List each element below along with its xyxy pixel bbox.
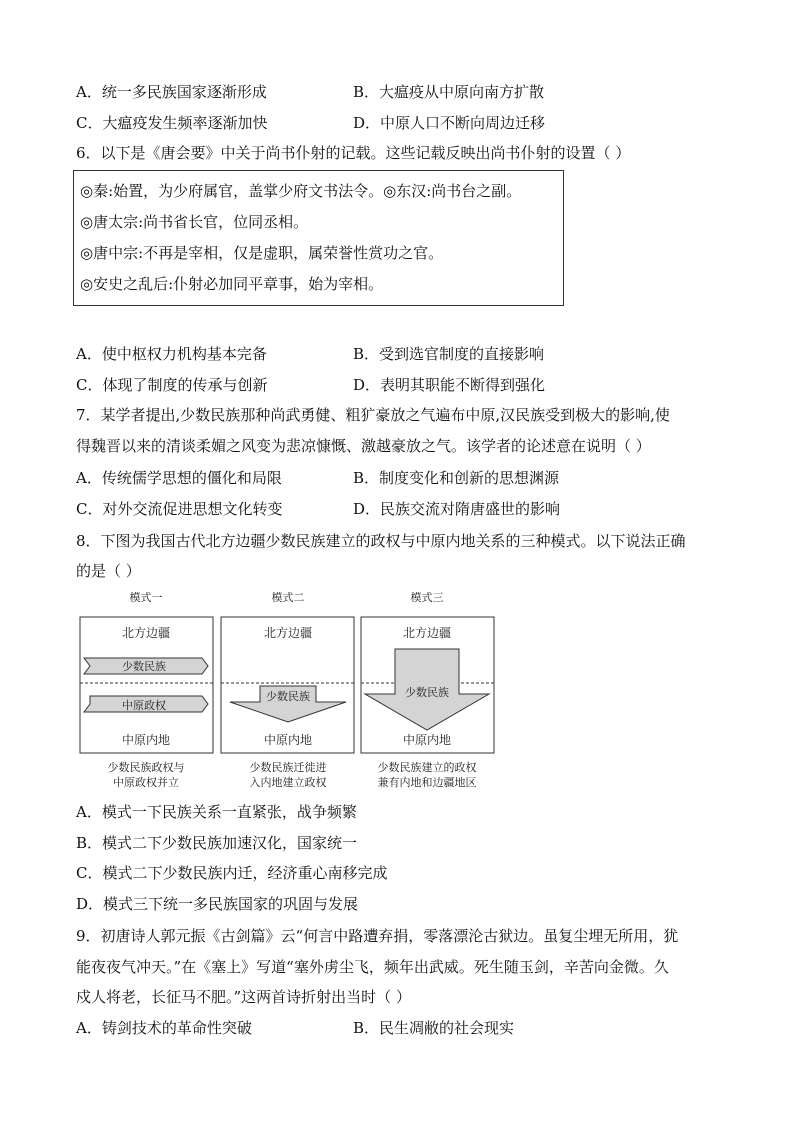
q6-record: ◎安史之乱后:仆射必加同平章事，始为宰相。 (80, 275, 384, 293)
q8-option-a: A．模式一下民族关系一直紧张，战争频繁 (76, 803, 357, 821)
q6-records-box (73, 170, 564, 306)
mode-one-caption-1: 少数民族政权与 (107, 761, 185, 774)
q6-record: ◎唐中宗:不再是宰相，仅是虚职，属荣誉性赏功之官。 (80, 244, 444, 262)
mode-three-south-label: 中原内地 (402, 733, 452, 747)
q6-record: ◎秦:始置，为少府属官，盖掌少府文书法令。◎东汉:尚书台之副。 (80, 182, 522, 200)
mode-one (80, 590, 213, 789)
ethnic-relations-diagram (78, 590, 498, 790)
q5-option-c: C．大瘟疫发生频率逐渐加快 (76, 114, 268, 132)
q8-option-b: B．模式二下少数民族加速汉化，国家统一 (76, 834, 358, 852)
q9-stem-line-1: 9．初唐诗人郭元振《古剑篇》云“何言中路遭弃捐，零落漂沦古狱边。虽复尘埋无所用，犹 (76, 927, 679, 945)
mode-two-caption-1: 少数民族迁徙进 (249, 761, 327, 774)
mode-three-caption-2: 兼有内地和边疆地区 (377, 776, 477, 789)
mode-three (361, 590, 494, 789)
q8-option-c: C．模式二下少数民族内迁，经济重心南移完成 (76, 864, 388, 882)
q7-option-a: A．传统儒学思想的僵化和局限 (76, 469, 282, 487)
q7-stem-line-1: 7．某学者提出,少数民族那种尚武勇健、粗犷豪放之气遍布中原,汉民族受到极大的影响,使 (76, 406, 670, 424)
mode-one-title: 模式一 (129, 591, 163, 604)
mode-two-caption-2: 入内地建立政权 (249, 776, 327, 789)
mode-three-north-label: 北方边疆 (402, 626, 452, 640)
mode-two (221, 590, 354, 789)
mode-two-south-label: 中原内地 (263, 733, 313, 747)
q6-record: ◎唐太宗:尚书省长官，位同丞相。 (80, 213, 309, 231)
q9-option-a: A．铸剑技术的革命性突破 (76, 1019, 252, 1037)
diagram-svg (78, 590, 498, 790)
q9-option-b: B．民生凋敝的社会现实 (353, 1019, 515, 1037)
q6-option-a: A．使中枢权力机构基本完备 (76, 345, 267, 363)
mode-one-central-label: 中原政权 (122, 699, 166, 712)
mode-two-minority-label: 少数民族 (266, 690, 310, 703)
mode-two-north-label: 北方边疆 (263, 626, 313, 640)
q7-option-b: B．制度变化和创新的思想渊源 (353, 469, 560, 487)
q6-stem: 6．以下是《唐会要》中关于尚书仆射的记载。这些记载反映出尚书仆射的设置（ ） (76, 144, 631, 162)
q6-option-c: C．体现了制度的传承与创新 (76, 376, 268, 394)
mode-three-minority-label: 少数民族 (405, 686, 449, 699)
q5-option-b: B．大瘟疫从中原向南方扩散 (353, 83, 545, 101)
q6-option-d: D．表明其职能不断得到强化 (353, 376, 546, 394)
q7-stem-line-2: 得魏晋以来的清谈柔媚之风变为悲凉慷慨、激越豪放之气。该学者的论述意在说明（ ） (76, 437, 651, 455)
mode-three-caption-1: 少数民族建立的政权 (377, 761, 477, 774)
mode-two-title: 模式二 (271, 591, 305, 604)
q8-stem-line-2: 的是（ ） (76, 562, 141, 580)
mode-one-caption-2: 中原政权并立 (113, 776, 179, 789)
mode-one-minority-label: 少数民族 (122, 660, 166, 673)
mode-one-north-label: 北方边疆 (121, 626, 171, 640)
q5-option-d: D．中原人口不断向周边迁移 (353, 114, 546, 132)
q7-option-d: D．民族交流对隋唐盛世的影响 (353, 500, 561, 518)
mode-one-south-label: 中原内地 (121, 733, 171, 747)
q8-stem-line-1: 8．下图为我国古代北方边疆少数民族建立的政权与中原内地关系的三种模式。以下说法正确 (76, 532, 686, 550)
q9-stem-line-2: 能夜夜气冲天。”在《塞上》写道“塞外虏尘飞，频年出武威。死生随玉剑，辛苦向金微。久 (76, 958, 669, 976)
q6-option-b: B．受到选官制度的直接影响 (353, 345, 545, 363)
q9-stem-line-3: 戍人将老，长征马不肥。”这两首诗折射出当时（ ） (76, 988, 411, 1006)
mode-three-title: 模式三 (410, 591, 444, 604)
q5-option-a: A．统一多民族国家逐渐形成 (76, 83, 267, 101)
q7-option-c: C．对外交流促进思想文化转变 (76, 500, 283, 518)
q8-option-d: D．模式三下统一多民族国家的巩固与发展 (76, 895, 359, 913)
